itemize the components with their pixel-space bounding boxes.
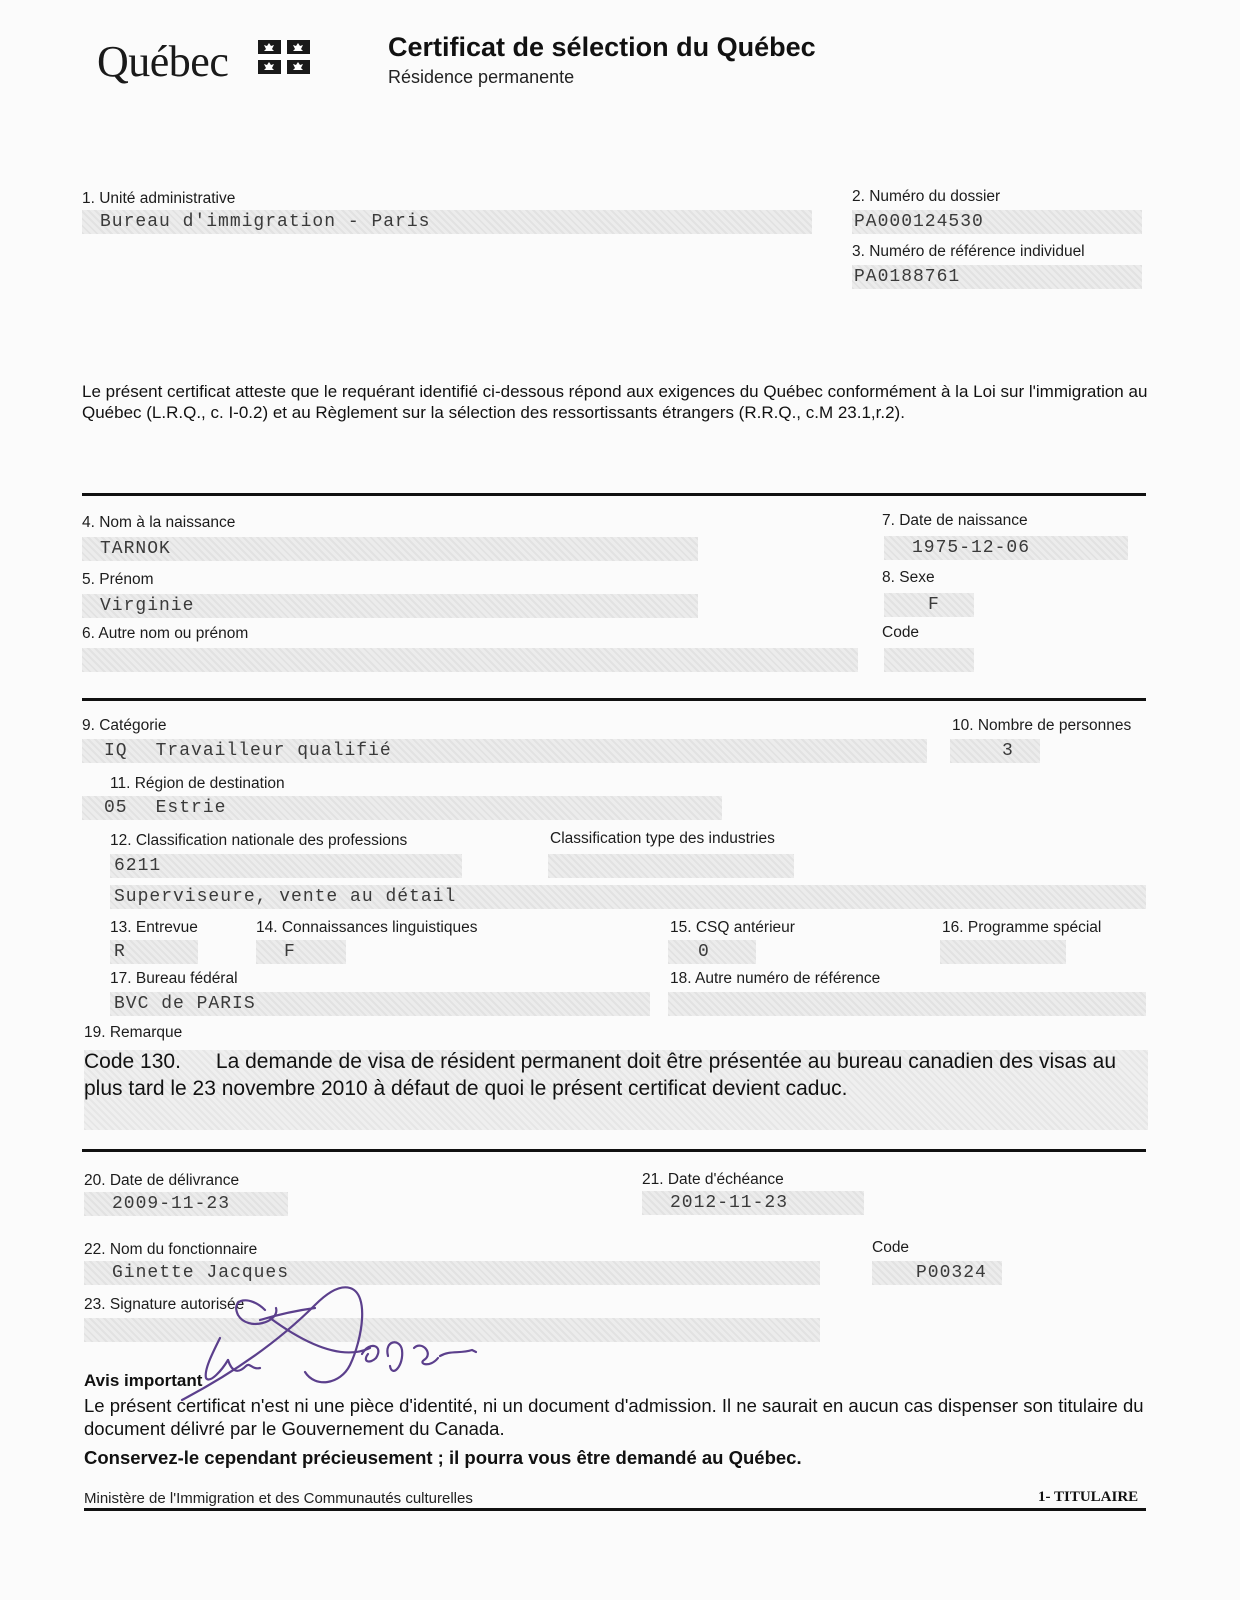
notice-bold-text: Conservez-le cependant précieusement ; il pourra vous être demandé au Québec. bbox=[84, 1447, 802, 1468]
code-label: Code bbox=[882, 624, 920, 641]
other-name-label: 6. Autre nom ou prénom bbox=[82, 625, 249, 642]
category-value: Travailleur qualifié bbox=[155, 741, 392, 761]
interview-value: R bbox=[110, 940, 198, 964]
birth-name-value: TARNOK bbox=[82, 537, 698, 561]
prior-csq-value: 0 bbox=[668, 940, 756, 964]
special-program-label: 16. Programme spécial bbox=[942, 919, 1102, 936]
remark-label: 19. Remarque bbox=[84, 1024, 183, 1041]
category-label: 9. Catégorie bbox=[82, 717, 167, 734]
persons-count-value: 3 bbox=[950, 739, 1040, 763]
destination-region-value: Estrie bbox=[155, 798, 227, 818]
first-name-label: 5. Prénom bbox=[82, 571, 154, 588]
language-skills-value: F bbox=[256, 940, 346, 964]
industry-class-value bbox=[548, 854, 794, 878]
expiry-date-value: 2012-11-23 bbox=[642, 1191, 864, 1215]
officer-name-value: Ginette Jacques bbox=[84, 1261, 820, 1285]
occupation-code-value: 6211 bbox=[110, 854, 462, 878]
officer-code-value: P00324 bbox=[872, 1261, 1002, 1285]
document-title: Certificat de sélection du Québec bbox=[388, 32, 816, 62]
officer-code-label: Code bbox=[872, 1239, 910, 1256]
other-name-value bbox=[82, 648, 858, 672]
code-value bbox=[884, 648, 974, 672]
admin-unit-value: Bureau d'immigration - Paris bbox=[82, 210, 812, 234]
intro-paragraph: Le présent certificat atteste que le requérant identifié ci-dessous répond aux exigences du Québec conformément à la Loi sur l'immigration au Québec (L.R.Q., c. I-0.2) et au Règlement sur la sélection des ressortissants étrangers (R.R.Q., c.M 23.1,r.2). bbox=[82, 382, 1148, 422]
document-subtitle: Résidence permanente bbox=[388, 67, 575, 87]
destination-region-field bbox=[82, 796, 722, 820]
destination-region-label: 11. Région de destination bbox=[110, 775, 285, 792]
footer-divider bbox=[84, 1508, 1146, 1511]
language-skills-label: 14. Connaissances linguistiques bbox=[256, 919, 478, 936]
ref-number-value: PA0188761 bbox=[852, 265, 1142, 289]
category-field bbox=[82, 739, 927, 763]
prior-csq-label: 15. CSQ antérieur bbox=[670, 919, 795, 936]
remark-value: Code 130. La demande de visa de résident permanent doit être présentée au bureau canadien des visas au plus tard le 23 novembre 2010 à défaut de quoi le présent certificat devient caduc. bbox=[84, 1050, 1122, 1100]
issue-date-value: 2009-11-23 bbox=[84, 1192, 288, 1216]
birth-name-label: 4. Nom à la naissance bbox=[82, 514, 236, 531]
persons-count-label: 10. Nombre de personnes bbox=[952, 717, 1132, 734]
federal-office-value: BVC de PARIS bbox=[110, 992, 650, 1016]
other-ref-number-label: 18. Autre numéro de référence bbox=[670, 970, 881, 987]
admin-unit-label: 1. Unité administrative bbox=[82, 190, 236, 207]
officer-name-label: 22. Nom du fonctionnaire bbox=[84, 1241, 258, 1258]
quebec-flag-icon bbox=[258, 40, 310, 74]
birth-date-value: 1975-12-06 bbox=[884, 536, 1128, 560]
special-program-value bbox=[940, 940, 1066, 964]
category-code: IQ bbox=[104, 741, 128, 761]
ref-number-label: 3. Numéro de référence individuel bbox=[852, 243, 1085, 260]
other-ref-number-value bbox=[668, 992, 1146, 1016]
occupation-class-label: 12. Classification nationale des professions bbox=[110, 832, 408, 849]
quebec-logo-text: Québec bbox=[97, 37, 229, 86]
industry-class-label: Classification type des industries bbox=[550, 830, 775, 847]
section-divider bbox=[82, 493, 1146, 496]
ministry-name: Ministère de l'Immigration et des Communautés culturelles bbox=[84, 1490, 473, 1507]
occupation-title-value: Superviseure, vente au détail bbox=[110, 885, 1146, 909]
authorized-signature-label: 23. Signature autorisée bbox=[84, 1296, 245, 1313]
destination-region-code: 05 bbox=[104, 798, 128, 818]
section-divider bbox=[82, 698, 1146, 701]
notice-text: Le présent certificat n'est ni une pièce d'identité, ni un document d'admission. Il ne saurait en aucun cas dispenser son titulaire du document délivré par le Gouvernement du Canada. bbox=[84, 1395, 1144, 1439]
expiry-date-label: 21. Date d'échéance bbox=[642, 1171, 784, 1188]
federal-office-label: 17. Bureau fédéral bbox=[110, 970, 238, 987]
sex-label: 8. Sexe bbox=[882, 569, 935, 586]
section-divider bbox=[82, 1149, 1146, 1152]
file-number-label: 2. Numéro du dossier bbox=[852, 188, 1001, 205]
sex-value: F bbox=[884, 593, 974, 617]
interview-label: 13. Entrevue bbox=[110, 919, 198, 936]
notice-title: Avis important bbox=[84, 1371, 203, 1390]
copy-designation: 1- TITULAIRE bbox=[1038, 1489, 1139, 1505]
birth-date-label: 7. Date de naissance bbox=[882, 512, 1028, 529]
first-name-value: Virginie bbox=[82, 594, 698, 618]
file-number-value: PA000124530 bbox=[852, 210, 1142, 234]
issue-date-label: 20. Date de délivrance bbox=[84, 1172, 240, 1189]
